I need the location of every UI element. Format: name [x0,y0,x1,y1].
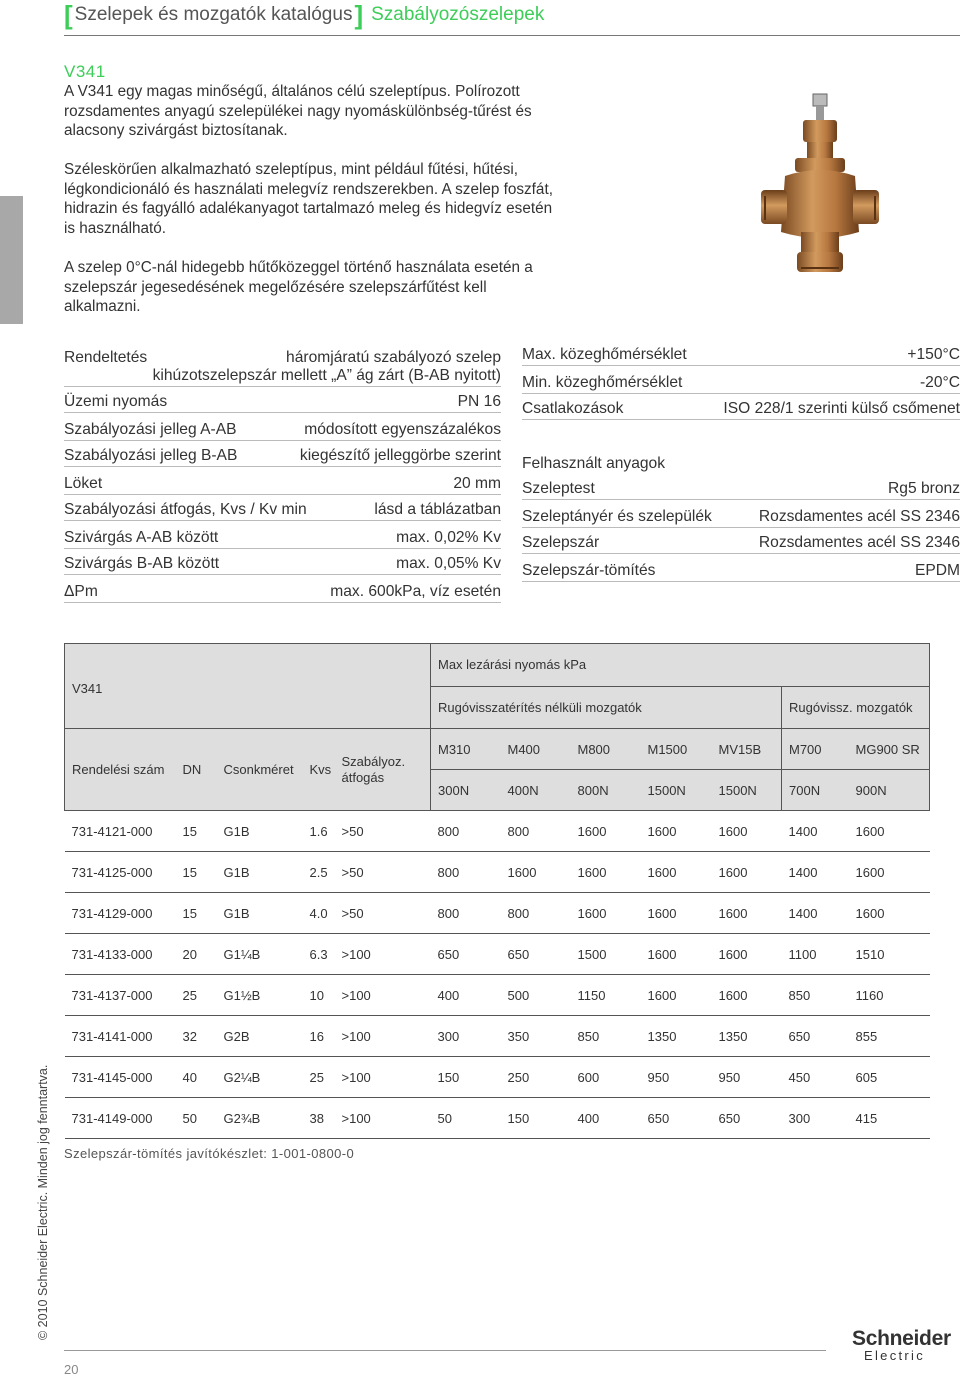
cell-pressure: 150 [501,1098,571,1139]
cell-dn: 50 [176,1098,217,1139]
cell-kvs: 38 [303,1098,335,1139]
spec-label: Löket [64,475,103,492]
cell-pressure: 1100 [782,934,849,975]
cell-order-no: 731-4149-000 [65,1098,176,1139]
spec-row [64,549,501,575]
cell-pressure: 1500 [571,934,641,975]
spec-label: Szivárgás A-AB között [64,529,219,546]
cell-pressure: 1150 [571,975,641,1016]
cell-order-no: 731-4145-000 [65,1057,176,1098]
spec-value: max. 600kPa, víz esetén [330,583,501,600]
col-header-order-no: Rendelési szám [65,729,176,811]
spec-row [64,387,501,413]
spec-row [64,521,501,549]
actuator-header: M400 [501,729,571,770]
actuator-header: MG900 SR [849,729,930,770]
spec-label: Szabályozási jelleg B-AB [64,447,238,464]
bracket-open: [ [64,0,73,30]
cell-pressure: 650 [501,934,571,975]
spec-value: Rg5 bronz [888,480,960,497]
actuator-header: M310 [431,729,501,770]
cell-rangeability: >100 [335,1016,431,1057]
table-row [65,934,930,975]
spec-row-purpose [64,340,501,387]
cell-pressure: 650 [641,1098,712,1139]
cell-pressure: 1350 [712,1016,782,1057]
cell-dn: 15 [176,852,217,893]
section-title: Szabályozószelepek [371,4,545,25]
cell-rangeability: >100 [335,1098,431,1139]
cell-pressure: 1600 [641,852,712,893]
cell-pressure: 1600 [571,852,641,893]
cell-pressure: 1600 [849,811,930,852]
copyright-notice: © 2010 Schneider Electric. Minden jog fenntartva. [36,1064,50,1340]
cell-pressure: 950 [712,1057,782,1098]
table-header-row [65,644,930,687]
col-header-rangeability [335,729,431,811]
cell-connection: G2¼B [217,1057,303,1098]
cell-connection: G2B [217,1016,303,1057]
cell-pressure: 1600 [571,811,641,852]
table-row [65,1098,930,1139]
cell-pressure: 450 [782,1057,849,1098]
group-header-nospring: Rugóvisszatérítés nélküli mozgatók [431,686,782,729]
spec-label: Rendeltetés [64,349,148,366]
cell-pressure: 1160 [849,975,930,1016]
force-header: 300N [431,770,501,811]
cell-pressure: 50 [431,1098,501,1139]
cell-pressure: 650 [712,1098,782,1139]
cell-pressure: 1400 [782,893,849,934]
actuator-header: M1500 [641,729,712,770]
spec-value: lásd a táblázatban [374,501,501,518]
table-row [65,1057,930,1098]
spec-value: módosított egyenszázalékos [304,421,501,438]
cell-pressure: 300 [431,1016,501,1057]
spec-value: kiegészítő jelleggörbe szerint [299,447,501,464]
spec-value: max. 0,02% Kv [396,529,501,546]
actuator-header: M700 [782,729,849,770]
cell-pressure: 400 [431,975,501,1016]
max-closing-header: Max lezárási nyomás kPa [431,644,930,687]
spec-label: Szeleptányér és szelepülék [522,508,712,525]
spec-list-right [522,340,960,582]
cell-pressure: 1600 [571,893,641,934]
cell-pressure: 1510 [849,934,930,975]
spec-row [522,394,960,420]
group-header-spring: Rugóvissz. mozgatók [782,686,930,729]
cell-dn: 15 [176,811,217,852]
page-number: 20 [64,1362,79,1377]
materials-heading-row [522,420,960,474]
cell-pressure: 1600 [641,893,712,934]
spec-label: ΔPm [64,583,98,600]
cell-pressure: 800 [431,811,501,852]
spec-value: EPDM [914,562,960,579]
intro-paragraph-2: Széleskörűen alkalmazható szeleptípus, mint például fűtési, hűtési, légkondicionáló és használati melegvíz rendszerekben. A szelep foszfát, hidrazin és fagyálló adalékanyagot tartalmazó meleg és hidegvíz esetén is használható. [64,161,553,237]
spec-label: Szelepszár-tömítés [522,562,656,579]
cell-kvs: 25 [303,1057,335,1098]
cell-pressure: 1600 [712,811,782,852]
actuator-header: MV15B [712,729,782,770]
force-header: 800N [571,770,641,811]
spec-value: PN 16 [457,393,501,410]
force-header: 900N [849,770,930,811]
intro-paragraph-3: A szelep 0°C-nál hidegebb hűtőközeggel történő használata esetén a szelepszár jegesedésének megelőzésére szelepszárfűtést kell alkalmazni. [64,259,533,315]
cell-pressure: 1600 [712,975,782,1016]
force-header: 1500N [641,770,712,811]
table-header-row [65,729,930,770]
cell-connection: G1¼B [217,934,303,975]
cell-rangeability: >100 [335,975,431,1016]
spec-value: -20°C [919,374,960,391]
cell-rangeability: >100 [335,1057,431,1098]
spec-label: Max. közeghőmérséklet [522,346,687,363]
cell-kvs: 1.6 [303,811,335,852]
actuator-header: M800 [571,729,641,770]
cell-order-no: 731-4141-000 [65,1016,176,1057]
cell-order-no: 731-4125-000 [65,852,176,893]
spec-label: Szabályozási jelleg A-AB [64,421,237,438]
cell-connection: G1B [217,811,303,852]
repair-kit-note: Szelepszár-tömítés javítókészlet: 1-001-0800-0 [64,1146,355,1161]
force-header: 700N [782,770,849,811]
side-tab-marker [0,196,23,324]
spec-label: Üzemi nyomás [64,393,168,410]
valve-image [755,92,885,277]
cell-pressure: 1600 [641,934,712,975]
cell-pressure: 1600 [641,811,712,852]
cell-pressure: 800 [501,811,571,852]
cell-pressure: 650 [431,934,501,975]
cell-pressure: 415 [849,1098,930,1139]
intro-paragraph-1: A V341 egy magas minőségű, általános célú szeleptípus. Polírozott rozsdamentes anyagú szelepülékei nagy nyomáskülönbség-tűrést és alacsony szivárgást biztosítanak. [64,83,532,139]
spec-value: Rozsdamentes acél SS 2346 [758,534,960,551]
force-header: 1500N [712,770,782,811]
product-title: V341 [64,62,106,81]
cell-rangeability: >50 [335,811,431,852]
table-row [65,1016,930,1057]
cell-rangeability: >100 [335,934,431,975]
spec-value: max. 0,05% Kv [396,555,501,572]
cell-pressure: 1400 [782,852,849,893]
catalog-title: Szelepek és mozgatók katalógus [74,4,353,25]
col-header-connection: Csonkméret [217,729,303,811]
cell-pressure: 500 [501,975,571,1016]
cell-pressure: 1400 [782,811,849,852]
cell-pressure: 1600 [712,893,782,934]
cell-pressure: 800 [431,893,501,934]
materials-heading: Felhasznált anyagok [522,455,666,472]
cell-connection: G1½B [217,975,303,1016]
cell-connection: G1B [217,893,303,934]
spec-row [64,441,501,467]
cell-pressure: 800 [501,893,571,934]
cell-rangeability: >50 [335,893,431,934]
cell-kvs: 4.0 [303,893,335,934]
cell-pressure: 1350 [641,1016,712,1057]
cell-order-no: 731-4133-000 [65,934,176,975]
table-row [65,893,930,934]
table-row [65,975,930,1016]
cell-kvs: 2.5 [303,852,335,893]
spec-value: Rozsdamentes acél SS 2346 [758,508,960,525]
cell-pressure: 600 [571,1057,641,1098]
cell-dn: 32 [176,1016,217,1057]
spec-value: háromjáratú szabályozó szelep [286,349,501,366]
cell-order-no: 731-4121-000 [65,811,176,852]
spec-row [522,554,960,582]
spec-list-left [64,340,501,603]
cell-pressure: 1600 [849,852,930,893]
cell-connection: G2¾B [217,1098,303,1139]
cell-dn: 40 [176,1057,217,1098]
spec-row [522,366,960,394]
order-table [64,643,930,1139]
spec-label: Szeleptest [522,480,595,497]
cell-order-no: 731-4137-000 [65,975,176,1016]
rangeability-line-2: átfogás [341,769,385,785]
spec-row [64,413,501,441]
spec-label: Szelepszár [522,534,600,551]
cell-pressure: 250 [501,1057,571,1098]
rangeability-line-1: Szabályoz. [341,753,406,769]
header-divider [64,35,960,36]
spec-row [522,474,960,500]
cell-dn: 25 [176,975,217,1016]
table-row [65,811,930,852]
cell-pressure: 605 [849,1057,930,1098]
cell-pressure: 300 [782,1098,849,1139]
schneider-electric-logo [852,1328,960,1362]
cell-rangeability: >50 [335,852,431,893]
spec-label: Min. közeghőmérséklet [522,374,683,391]
cell-pressure: 800 [431,852,501,893]
spec-row [64,575,501,603]
model-cell: V341 [65,644,431,729]
logo-line-2: Electric [864,1348,926,1363]
cell-pressure: 850 [782,975,849,1016]
cell-kvs: 10 [303,975,335,1016]
cell-pressure: 1600 [641,975,712,1016]
cell-connection: G1B [217,852,303,893]
cell-pressure: 1600 [712,934,782,975]
cell-pressure: 855 [849,1016,930,1057]
page-header [64,2,544,28]
cell-pressure: 150 [431,1057,501,1098]
cell-kvs: 16 [303,1016,335,1057]
cell-pressure: 1600 [501,852,571,893]
spec-value: ISO 228/1 szerinti külső csőmenet [723,400,960,417]
spec-label: Szivárgás B-AB között [64,555,220,572]
spec-value: 20 mm [453,475,501,492]
spec-row [64,467,501,495]
cell-dn: 20 [176,934,217,975]
col-header-dn: DN [176,729,217,811]
spec-label: Szabályozási átfogás, Kvs / Kv min [64,501,307,518]
spec-value: +150°C [907,346,960,363]
spec-row [522,500,960,528]
cell-pressure: 950 [641,1057,712,1098]
cell-pressure: 850 [571,1016,641,1057]
cell-dn: 15 [176,893,217,934]
logo-line-1: Schneider [852,1327,951,1350]
spec-row [522,340,960,366]
bracket-close: ] [354,0,364,30]
table-row [65,852,930,893]
cell-order-no: 731-4129-000 [65,893,176,934]
spec-row [522,528,960,554]
cell-pressure: 1600 [712,852,782,893]
force-header: 400N [501,770,571,811]
col-header-kvs: Kvs [303,729,335,811]
cell-kvs: 6.3 [303,934,335,975]
spec-label: Csatlakozások [522,400,624,417]
cell-pressure: 350 [501,1016,571,1057]
footer-divider [64,1350,826,1351]
cell-pressure: 400 [571,1098,641,1139]
cell-pressure: 650 [782,1016,849,1057]
cell-pressure: 1600 [849,893,930,934]
spec-row [64,495,501,521]
spec-value-continued: kihúzotszelepszár mellett „A” ág zárt (B-AB nyitott) [152,367,501,384]
